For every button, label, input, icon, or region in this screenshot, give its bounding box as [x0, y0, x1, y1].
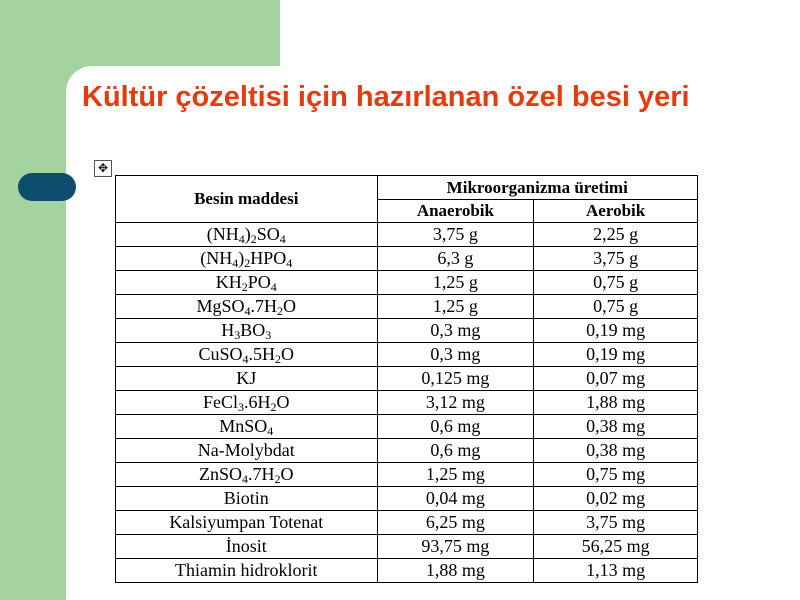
- cell-nutrient: $CuSO_4.5H_2O$: [116, 343, 378, 367]
- table-row: [116, 439, 698, 463]
- table-row: [116, 391, 698, 415]
- table-row: [116, 295, 698, 319]
- cell-aerobik: 0,19 mg: [534, 319, 698, 343]
- cell-anaerobik: 1,25 mg: [377, 463, 534, 487]
- cell-anaerobik: 3,75 g: [377, 223, 534, 247]
- cell-nutrient: İnosit: [116, 535, 378, 559]
- cell-aerobik: 0,02 mg: [534, 487, 698, 511]
- table-row: [116, 343, 698, 367]
- cell-aerobik: 0,38 mg: [534, 439, 698, 463]
- cell-nutrient: Kalsiyumpan Totenat: [116, 511, 378, 535]
- table-row: [116, 247, 698, 271]
- cell-aerobik: 0,75 mg: [534, 463, 698, 487]
- move-icon[interactable]: ✥: [94, 160, 112, 177]
- table-row: [116, 535, 698, 559]
- cell-anaerobik: 0,125 mg: [377, 367, 534, 391]
- cell-aerobik: 1,88 mg: [534, 391, 698, 415]
- cell-nutrient: MnSO$_4$: [116, 415, 378, 439]
- cell-nutrient: $(NH_4)_2SO_4$: [116, 223, 378, 247]
- table-row: [116, 271, 698, 295]
- cell-aerobik: 2,25 g: [534, 223, 698, 247]
- cell-nutrient: $H_3BO_3$: [116, 319, 378, 343]
- cell-anaerobik: 0,3 mg: [377, 343, 534, 367]
- cell-nutrient: $MgSO_4.7H_2O$: [116, 295, 378, 319]
- cell-anaerobik: 93,75 mg: [377, 535, 534, 559]
- cell-nutrient: KJ: [116, 367, 378, 391]
- table-row: [116, 463, 698, 487]
- bullet-tab: [18, 173, 76, 201]
- cell-aerobik: 1,13 mg: [534, 559, 698, 583]
- table-row: [116, 487, 698, 511]
- column-header-anaerobik: Anaerobik: [377, 200, 534, 223]
- cell-nutrient: Biotin: [116, 487, 378, 511]
- table-header-row: [116, 176, 698, 200]
- cell-anaerobik: 1,25 g: [377, 271, 534, 295]
- cell-aerobik: 0,19 mg: [534, 343, 698, 367]
- table-row: [116, 415, 698, 439]
- cell-nutrient: Thiamin hidroklorit: [116, 559, 378, 583]
- cell-aerobik: 0,38 mg: [534, 415, 698, 439]
- column-group-header: Mikroorganizma üretimi: [377, 176, 697, 200]
- cell-anaerobik: 1,88 mg: [377, 559, 534, 583]
- cell-nutrient: $ZnSO_4.7H_2O$: [116, 463, 378, 487]
- cell-aerobik: 0,07 mg: [534, 367, 698, 391]
- cell-aerobik: 3,75 mg: [534, 511, 698, 535]
- table-row: [116, 367, 698, 391]
- cell-aerobik: 56,25 mg: [534, 535, 698, 559]
- cell-aerobik: 0,75 g: [534, 271, 698, 295]
- cell-nutrient: $FeCl_3.6H_2O$: [116, 391, 378, 415]
- cell-anaerobik: 1,25 g: [377, 295, 534, 319]
- cell-anaerobik: 3,12 mg: [377, 391, 534, 415]
- column-header-aerobik: Aerobik: [534, 200, 698, 223]
- cell-anaerobik: 6,25 mg: [377, 511, 534, 535]
- cell-nutrient: Na-Molybdat: [116, 439, 378, 463]
- cell-aerobik: 3,75 g: [534, 247, 698, 271]
- cell-anaerobik: 0,04 mg: [377, 487, 534, 511]
- nutrient-table: [115, 175, 698, 583]
- cell-anaerobik: 0,3 mg: [377, 319, 534, 343]
- cell-aerobik: 0,75 g: [534, 295, 698, 319]
- table-row: [116, 223, 698, 247]
- column-header-besin: Besin maddesi: [116, 176, 378, 223]
- cell-nutrient: $(NH_4)_2HPO_4$: [116, 247, 378, 271]
- slide-title: Kültür çözeltisi için hazırlanan özel besi yeri: [82, 81, 690, 113]
- cell-anaerobik: 0,6 mg: [377, 415, 534, 439]
- table-row: [116, 511, 698, 535]
- cell-anaerobik: 0,6 mg: [377, 439, 534, 463]
- background-top: [280, 0, 800, 70]
- cell-nutrient: $KH_2PO_4$: [116, 271, 378, 295]
- cell-anaerobik: 6,3 g: [377, 247, 534, 271]
- table-row: [116, 319, 698, 343]
- table-row: [116, 559, 698, 583]
